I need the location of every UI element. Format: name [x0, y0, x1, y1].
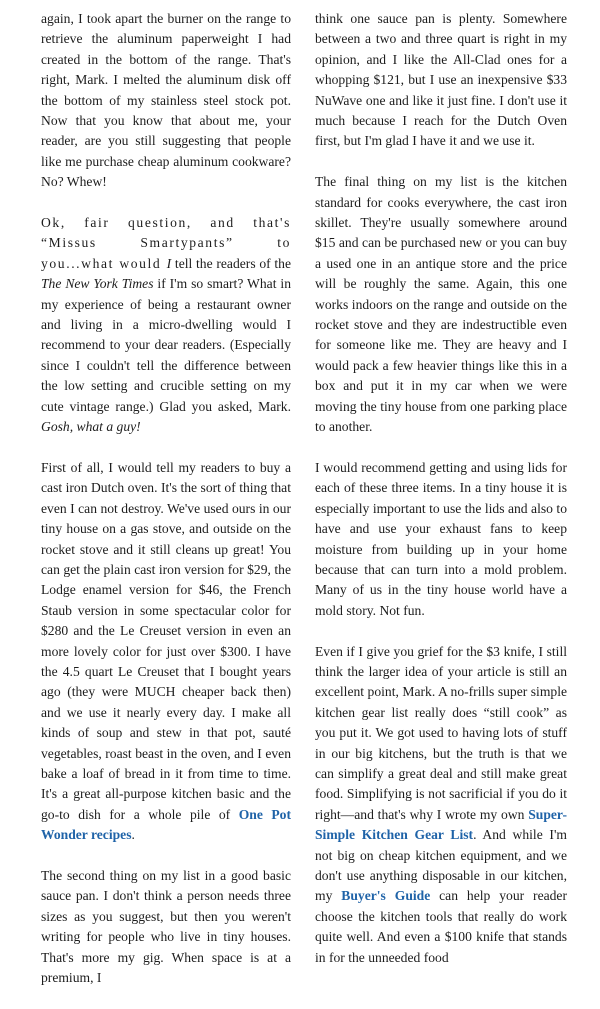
buyers-guide-link[interactable]: Buyer's Guide	[341, 888, 431, 904]
paragraph-simple-gear	[315, 642, 567, 969]
paragraph-text: if I'm so smart? What in my experience of being a restaurant owner and living in a micro-dwelling would I recommend to your dear readers. (Especially since I couldn't tell the difference between the low setting and crucible setting on my cute vintage range.) Glad you asked, Mark.	[41, 276, 291, 414]
paragraph-text: First of all, I would tell my readers to buy a cast iron Dutch oven. It's the sort of thing that even I can not destroy. We've used ours in our tiny house on a gas stove, and outside on the rocket stove and it still cleans up great! You can get the plain cast iron version for $29, the Lodge enamel version for $46, the French Staub version in some spectacular color for $280 and the Le Creuset version in even an more lovely color for just over $300. I have the 4.5 quart Le Creuset that I bought years ago (they were MUCH cheaper back then) and we use it nearly every day. I make all kinds of soup and stew in that pot, sauté vegetables, roast beast in the oven, and I even bake a loaf of bread in it from time to time. It's a great all-purpose kitchen basic and the go-to dish for a whole pile of	[41, 459, 291, 822]
paragraph-text: The final thing on my list is the kitchen standard for cooks everywhere, the cast iron skillet. They're usually somewhere around $15 and can be purchased new or you can buy a used one in an antique store and the price will be roughly the same. Again, this one works indoors on the range and outside on the rocket stove and they are indestructible even for someone like me. They are heavy and I would pack a few heavier things like this in a box and put it in my car when we were moving the tiny house from one parking place to another.	[315, 174, 567, 435]
paragraph-text: Ok, fair question, and that's “Missus Smartypants” to you...what would	[41, 215, 291, 271]
italic-gosh: Gosh, what a guy!	[41, 419, 141, 435]
paragraph-text: The second thing on my list in a good basic sauce pan. I don't think a person needs three sizes as you suggest, but then you weren't writing for people who live in tiny houses. That's more my gig. When space is at a premium, I	[41, 868, 291, 986]
paragraph-text: Even if I give you grief for the $3 knife, I still think the larger idea of your article is still an excellent point, Mark. A no-frills super simple kitchen gear list really does “still cook” as you put it. We got used to having lots of stuff in our big kitchens, but the truth is that we can simplify a great deal and still make great food. Simplifying is not sacrificial if you do it right—and that's why I wrote my own	[315, 643, 567, 822]
paragraph-sauce-pan	[41, 866, 291, 988]
one-pot-wonder-recipes-link[interactable]: One Pot Wonder recipes	[41, 806, 291, 843]
paragraph-aluminum-paperweight	[41, 9, 291, 193]
super-simple-kitchen-gear-list-link[interactable]: Super-Simple Kitchen Gear List	[315, 806, 567, 843]
paragraph-text: I would recommend getting and using lids for each of these three items. In a tiny house it is especially important to use the lids and also to have and use your exhaust fans to keep moisture from building up in your home because that can turn into a mold problem. Many of us in the tiny house world have a mold story. Not fun.	[315, 459, 567, 618]
right-column	[315, 9, 567, 988]
italic-i: I	[166, 255, 172, 271]
paragraph-text: again, I took apart the burner on the range to retrieve the aluminum paperweight I had created in the bottom of the range. That's right, Mark. I melted the aluminum disk off the bottom of my stainless steel stock pot. Now that you know that about me, your reader, are you still suggesting that people like me purchase cheap aluminum cookware? No? Whew!	[41, 11, 291, 190]
paragraph-text: .	[131, 827, 135, 843]
paragraph-one-sauce-pan	[315, 9, 567, 152]
italic-publication-title: The New York Times	[41, 276, 154, 292]
paragraph-missus-smartypants	[41, 213, 291, 437]
paragraph-text: think one sauce pan is plenty. Somewhere between a two and three quart is right in my opinion, and I like the All-Clad ones for a whopping $121, but I use an inexpensive $33 NuWave one and like it just fine. I don't use it much because I reach for the Dutch Oven first, but I'm glad I have it and we use it.	[315, 11, 567, 149]
paragraph-lids	[315, 458, 567, 621]
paragraph-dutch-oven	[41, 458, 291, 846]
paragraph-cast-iron-skillet	[315, 172, 567, 437]
paragraph-text: tell the readers of the	[171, 255, 292, 271]
paragraph-text: . And while I'm not big on cheap kitchen equipment, and we don't use anything disposable in our kitchen, my	[315, 827, 567, 904]
left-column	[41, 9, 291, 1009]
paragraph-text: can help your reader choose the kitchen tools that really do work quite well. And even a $100 knife that stands in for the unneeded food	[315, 888, 567, 965]
